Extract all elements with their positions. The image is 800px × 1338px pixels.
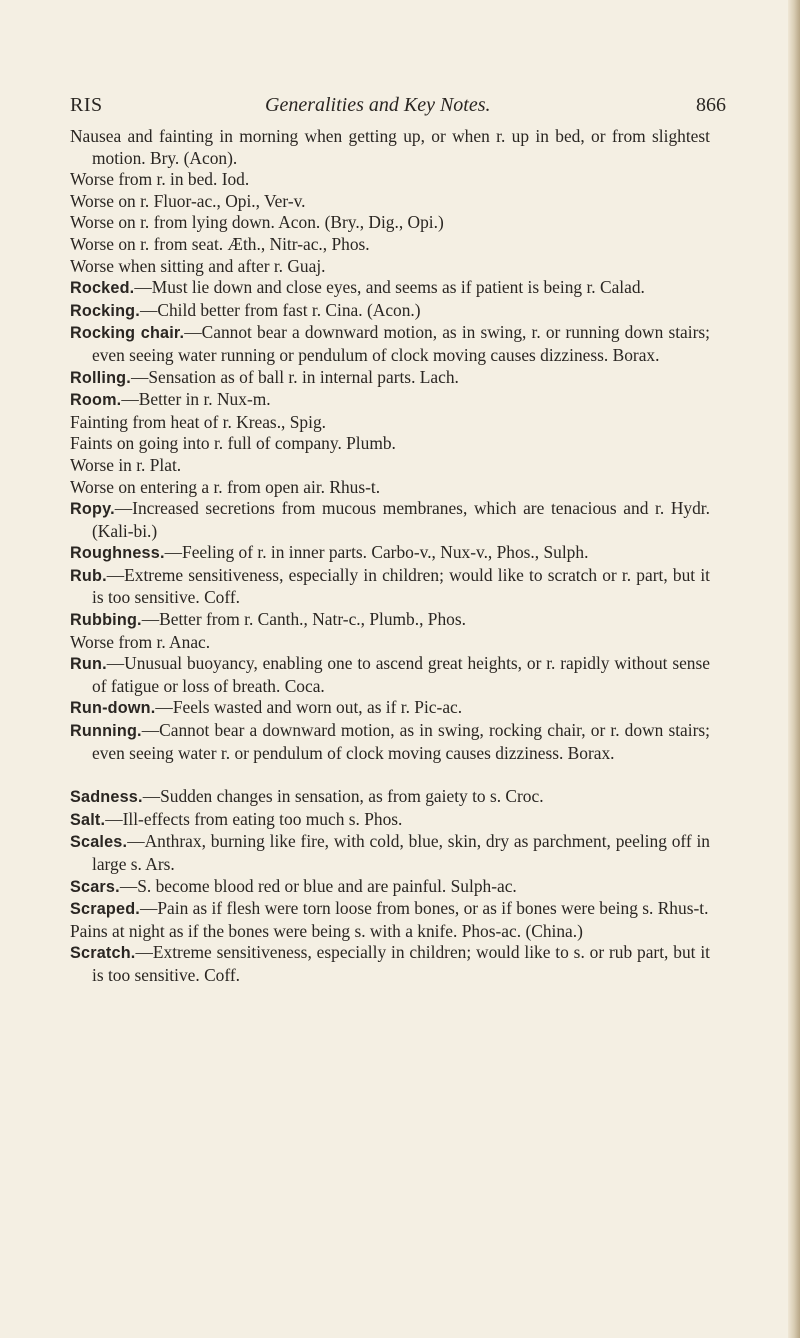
entry-ropy: Ropy.—Increased secretions from mucous membranes, which are tenacious and r. Hydr. (Kali-bi.) bbox=[70, 498, 710, 541]
entry-rubbing: Rubbing.—Better from r. Canth., Natr-c., Plumb., Phos. bbox=[70, 609, 466, 630]
entry-rocking-chair: Rocking chair.—Cannot bear a downward motion, as in swing, r. or running down stairs; even seeing water running or pendulum of clock moving causes dizziness. Borax. bbox=[70, 322, 710, 365]
entry-sub: Fainting from heat of r. Kreas., Spig. bbox=[70, 411, 326, 432]
running-header bbox=[70, 94, 730, 118]
entry-sub: Worse on r. Fluor-ac., Opi., Ver-v. bbox=[70, 190, 306, 211]
section-gap bbox=[70, 764, 710, 786]
entry-keyword: Room. bbox=[70, 391, 122, 410]
entry-sub: Worse on r. from seat. Æth., Nitr-ac., Phos. bbox=[70, 233, 370, 254]
entry-scales: Scales.—Anthrax, burning like fire, with cold, blue, skin, dry as parchment, peeling off in large s. Ars. bbox=[70, 831, 710, 874]
entry-keyword: Run-down. bbox=[70, 699, 156, 718]
entry-salt: Salt.—Ill-effects from eating too much s. Phos. bbox=[70, 808, 403, 829]
entry-run: Run.—Unusual buoyancy, enabling one to ascend great heights, or r. rapidly without sense of fatigue or loss of breath. Coca. bbox=[70, 653, 710, 696]
entry-keyword: Sadness. bbox=[70, 788, 143, 807]
entry-keyword: Rubbing. bbox=[70, 611, 142, 630]
entry-sadness: Sadness.—Sudden changes in sensation, as from gaiety to s. Croc. bbox=[70, 786, 544, 807]
entry-sub: Pains at night as if the bones were being s. with a knife. Phos-ac. (China.) bbox=[70, 920, 583, 941]
entry-sub: Worse from r. in bed. Iod. bbox=[70, 169, 250, 190]
entry-keyword: Roughness. bbox=[70, 544, 165, 563]
entry-sub: Worse on entering a r. from open air. Rhus-t. bbox=[70, 476, 381, 497]
header-title: Generalities and Key Notes. bbox=[265, 94, 491, 116]
entry-scratch: Scratch.—Extreme sensitiveness, especially in children; would like to s. or rub part, but it is too sensitive. Coff. bbox=[70, 942, 710, 985]
entry-scraped: Scraped.—Pain as if flesh were torn loose from bones, or as if bones were being s. Rhus-t. bbox=[70, 898, 709, 919]
entry-keyword: Running. bbox=[70, 722, 142, 741]
entries-body bbox=[70, 126, 710, 987]
page-edge-shadow bbox=[788, 0, 800, 1338]
entry-room: Room.—Better in r. Nux-m. bbox=[70, 389, 271, 410]
entry-scars: Scars.—S. become blood red or blue and are painful. Sulph-ac. bbox=[70, 875, 517, 896]
entry-keyword: Rocking chair. bbox=[70, 324, 185, 343]
entry-sub: Worse on r. from lying down. Acon. (Bry., Dig., Opi.) bbox=[70, 212, 444, 233]
entry-keyword: Rolling. bbox=[70, 368, 131, 387]
entry-keyword: Scratch. bbox=[70, 944, 136, 963]
entry-keyword: Rub. bbox=[70, 566, 107, 585]
page-number: 866 bbox=[696, 94, 726, 116]
entry-rolling: Rolling.—Sensation as of ball r. in internal parts. Lach. bbox=[70, 366, 459, 387]
entry-keyword: Ropy. bbox=[70, 500, 115, 519]
entry-keyword: Scraped. bbox=[70, 900, 140, 919]
entry-sub: Worse when sitting and after r. Guaj. bbox=[70, 255, 326, 276]
entry-rocking: Rocking.—Child better from fast r. Cina. (Acon.) bbox=[70, 299, 421, 320]
entry-rub: Rub.—Extreme sensitiveness, especially in children; would like to scratch or r. part, but it is too sensitive. Coff. bbox=[70, 564, 710, 608]
entry-sub: Worse from r. Anac. bbox=[70, 631, 211, 652]
entry-keyword: Rocked. bbox=[70, 279, 135, 298]
entry-keyword: Salt. bbox=[70, 810, 106, 829]
entry-keyword: Rocking. bbox=[70, 301, 140, 320]
entry-run-down: Run-down.—Feels wasted and worn out, as if r. Pic-ac. bbox=[70, 697, 463, 718]
entry-keyword: Run. bbox=[70, 655, 107, 674]
entry-keyword: Scars. bbox=[70, 877, 120, 896]
header-section-letters: RIS bbox=[70, 94, 103, 116]
entry-running: Running.—Cannot bear a downward motion, as in swing, rocking chair, or r. down stairs; even seeing water r. or pendulum of clock moving causes dizziness. Borax. bbox=[70, 720, 710, 763]
entry-roughness: Roughness.—Feeling of r. in inner parts. Carbo-v., Nux-v., Phos., Sulph. bbox=[70, 542, 589, 563]
entry-nausea: Nausea and fainting in morning when getting up, or when r. up in bed, or from slightest motion. Bry. (Acon). bbox=[70, 126, 710, 168]
entry-keyword: Scales. bbox=[70, 833, 128, 852]
entry-rocked: Rocked.—Must lie down and close eyes, and seems as if patient is being r. Calad. bbox=[70, 277, 645, 298]
entry-sub: Faints on going into r. full of company. Plumb. bbox=[70, 433, 396, 454]
entry-sub: Worse in r. Plat. bbox=[70, 454, 182, 475]
